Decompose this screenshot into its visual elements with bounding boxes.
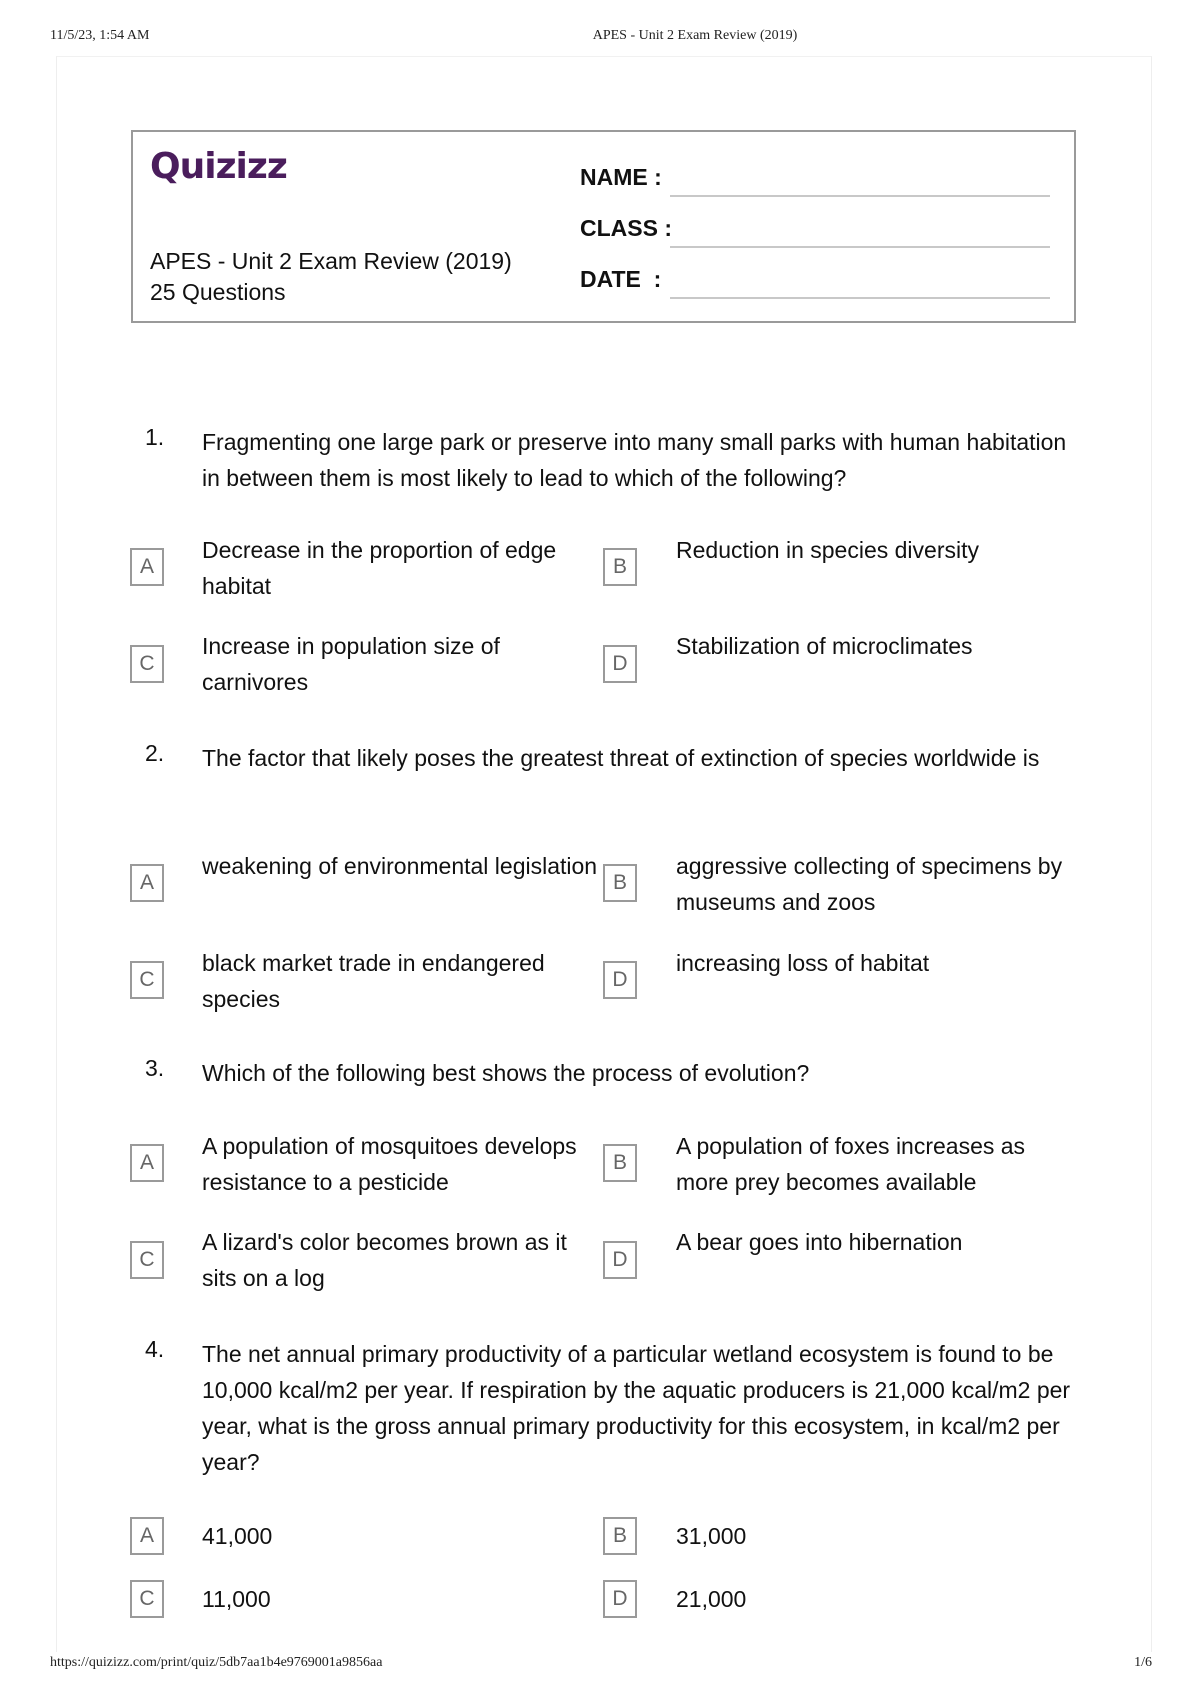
option-b-text: 31,000 bbox=[676, 1523, 747, 1549]
option-b-box[interactable]: B bbox=[603, 864, 637, 902]
option-a-box[interactable]: A bbox=[130, 1144, 164, 1182]
option-a-box[interactable]: A bbox=[130, 548, 164, 586]
option-a-text: 41,000 bbox=[202, 1523, 273, 1549]
question-text: The net annual primary productivity of a particular wetland ecosystem is found to be 10,000 kcal/m2 per year. If respiration by the aquatic producers is 21,000 kcal/m2 per year, what is the gross annual primary productivity for this ecosystem, in kcal/m2 per year? bbox=[202, 1341, 1071, 1475]
class-line[interactable] bbox=[670, 246, 1050, 248]
option-c-text: black market trade in endangered species bbox=[202, 950, 545, 1012]
option-a-text: A population of mosquitoes develops resistance to a pesticide bbox=[202, 1133, 577, 1195]
question-text: Fragmenting one large park or preserve into many small parks with human habitation in between them is most likely to lead to which of the following? bbox=[202, 429, 1067, 491]
option-b-text: A population of foxes increases as more prey becomes available bbox=[676, 1133, 1026, 1195]
option-d-text: A bear goes into hibernation bbox=[676, 1229, 963, 1255]
print-doc-title: APES - Unit 2 Exam Review (2019) bbox=[592, 28, 798, 43]
page-number: 1/6 bbox=[1134, 1655, 1152, 1670]
date-field[interactable] bbox=[580, 259, 1050, 299]
date-line[interactable] bbox=[670, 297, 1050, 299]
option-b-text: Reduction in species diversity bbox=[676, 537, 979, 563]
option-d-box[interactable]: D bbox=[603, 1241, 637, 1279]
option-a-text: weakening of environmental legislation bbox=[202, 853, 598, 879]
print-datetime: 11/5/23, 1:54 AM bbox=[50, 28, 150, 43]
option-d-box[interactable]: D bbox=[603, 961, 637, 999]
class-field[interactable] bbox=[580, 208, 1050, 248]
option-a-text: Decrease in the proportion of edge habitat bbox=[202, 537, 557, 599]
option-c-text: 11,000 bbox=[202, 1586, 271, 1612]
option-c-box[interactable]: C bbox=[130, 1241, 164, 1279]
question-count: 25 Questions bbox=[150, 279, 286, 305]
name-field[interactable] bbox=[580, 157, 1050, 197]
option-c-text: A lizard's color becomes brown as it sits on a log bbox=[202, 1229, 567, 1291]
question-text: The factor that likely poses the greatest threat of extinction of species worldwide is bbox=[202, 745, 1040, 771]
option-b-box[interactable]: B bbox=[603, 548, 637, 586]
option-d-text: 21,000 bbox=[676, 1586, 747, 1612]
option-d-text: Stabilization of microclimates bbox=[676, 633, 973, 659]
option-a-box[interactable]: A bbox=[130, 864, 164, 902]
option-d-text: increasing loss of habitat bbox=[676, 950, 930, 976]
print-header bbox=[0, 28, 1200, 48]
option-a-box[interactable]: A bbox=[130, 1517, 164, 1555]
worksheet-header bbox=[131, 130, 1076, 323]
question-number: 3. bbox=[145, 1055, 165, 1081]
option-c-box[interactable]: C bbox=[130, 645, 164, 683]
question-text: Which of the following best shows the process of evolution? bbox=[202, 1060, 810, 1086]
option-c-box[interactable]: C bbox=[130, 961, 164, 999]
name-label: NAME : bbox=[580, 164, 662, 190]
option-c-text: Increase in population size of carnivores bbox=[202, 633, 500, 695]
option-b-box[interactable]: B bbox=[603, 1144, 637, 1182]
class-label: CLASS : bbox=[580, 215, 672, 241]
print-url[interactable]: https://quizizz.com/print/quiz/5db7aa1b4e9769001a9856aa bbox=[50, 1655, 383, 1670]
option-b-text: aggressive collecting of specimens by museums and zoos bbox=[676, 853, 1063, 915]
option-b-box[interactable]: B bbox=[603, 1517, 637, 1555]
question-number: 4. bbox=[145, 1336, 165, 1362]
quizizz-logo: Quizizz bbox=[150, 146, 287, 187]
name-line[interactable] bbox=[670, 195, 1050, 197]
print-footer bbox=[0, 1655, 1200, 1675]
question-number: 1. bbox=[145, 424, 165, 450]
quiz-title: APES - Unit 2 Exam Review (2019) bbox=[150, 248, 512, 274]
date-label: DATE : bbox=[580, 266, 662, 292]
option-c-box[interactable]: C bbox=[130, 1580, 164, 1618]
option-d-box[interactable]: D bbox=[603, 645, 637, 683]
option-d-box[interactable]: D bbox=[603, 1580, 637, 1618]
question-number: 2. bbox=[145, 740, 165, 766]
